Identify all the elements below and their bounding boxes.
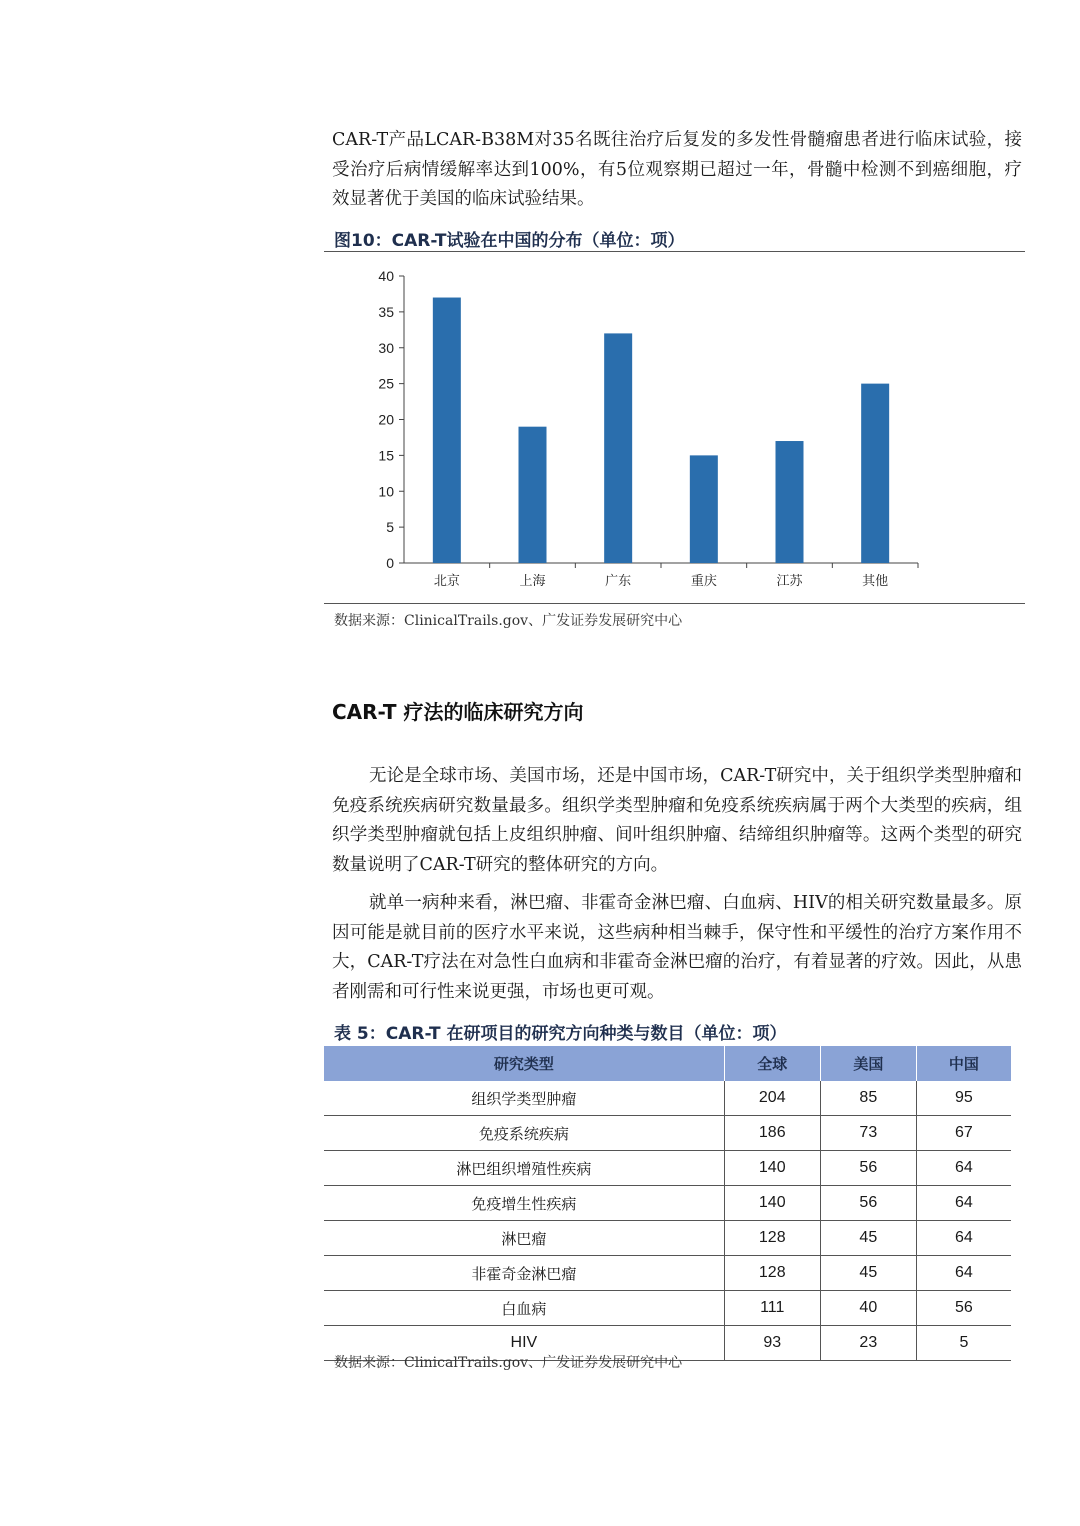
cell-type: 非霍奇金淋巴瘤 [324, 1256, 724, 1291]
cell-china: 64 [916, 1221, 1011, 1256]
x-tick-label: 上海 [519, 574, 546, 589]
body-paragraph-2: 就单一病种来看，淋巴瘤、非霍奇金淋巴瘤、白血病、HIV的相关研究数量最多。原因可能是就目前的医疗水平来说，这些病种相当棘手，保守性和平缓性的治疗方案作用不大，CAR-T疗法在对急性白血病和非霍奇金淋巴瘤的治疗，有着显著的疗效。因此，从患者刚需和可行性来说更强，市场也更可观。 [332, 893, 1022, 1002]
cell-type: HIV [324, 1326, 724, 1361]
table-header-row [324, 1046, 1011, 1081]
cell-global: 128 [724, 1221, 820, 1256]
cell-global: 111 [724, 1291, 820, 1326]
bar [690, 455, 718, 563]
y-tick-label: 35 [378, 303, 394, 320]
y-tick-label: 40 [378, 268, 394, 284]
y-tick-label: 25 [378, 375, 394, 392]
cell-china: 67 [916, 1116, 1011, 1151]
cell-us: 85 [820, 1081, 916, 1116]
intro-paragraph: CAR-T产品LCAR-B38M对35名既往治疗后复发的多发性骨髓瘤患者进行临床试验，接受治疗后病情缓解率达到100%，有5位观察期已超过一年，骨髓中检测不到癌细胞，疗效显著优于美国的临床试验结果。 [332, 130, 1022, 209]
table-row [324, 1081, 1011, 1116]
table-row [324, 1116, 1011, 1151]
cell-type: 淋巴瘤 [324, 1221, 724, 1256]
table-row [324, 1186, 1011, 1221]
figure-bottom-rule [324, 603, 1025, 604]
cell-type: 组织学类型肿瘤 [324, 1081, 724, 1116]
research-direction-table [324, 1046, 1011, 1361]
cell-us: 45 [820, 1256, 916, 1291]
y-tick-label: 0 [386, 555, 394, 571]
x-tick-label: 北京 [433, 574, 460, 589]
table-row [324, 1151, 1011, 1186]
x-tick-label: 重庆 [690, 574, 717, 589]
cell-type: 免疫系统疾病 [324, 1116, 724, 1151]
table-source: 数据来源：ClinicalTrails.gov、广发证券发展研究中心 [334, 1355, 683, 1371]
cell-us: 23 [820, 1326, 916, 1361]
cell-china: 64 [916, 1256, 1011, 1291]
bar [861, 384, 889, 563]
cell-us: 45 [820, 1221, 916, 1256]
header-type: 研究类型 [324, 1046, 724, 1081]
cell-china: 5 [916, 1326, 1011, 1361]
body-paragraph-1: 无论是全球市场、美国市场，还是中国市场，CAR-T研究中，关于组织学类型肿瘤和免疫系统疾病研究数量最多。组织学类型肿瘤和免疫系统疾病属于两个大类型的疾病，组织学类型肿瘤就包括上皮组织肿瘤、间叶组织肿瘤、结缔组织肿瘤等。这两个类型的研究数量说明了CAR-T研究的整体研究的方向。 [332, 766, 1022, 875]
x-tick-label: 其他 [862, 574, 889, 589]
table-caption: 表 5：CAR-T 在研项目的研究方向种类与数目（单位：项） [334, 1024, 787, 1044]
bar [776, 441, 804, 563]
y-tick-label: 5 [386, 519, 394, 536]
figure-source: 数据来源：ClinicalTrails.gov、广发证券发展研究中心 [334, 613, 683, 629]
cell-us: 73 [820, 1116, 916, 1151]
cell-us: 56 [820, 1186, 916, 1221]
bar [519, 427, 547, 563]
table-row [324, 1291, 1011, 1326]
cell-type: 免疫增生性疾病 [324, 1186, 724, 1221]
header-global: 全球 [724, 1046, 820, 1081]
cell-china: 64 [916, 1186, 1011, 1221]
y-tick-label: 15 [378, 447, 394, 464]
cell-global: 93 [724, 1326, 820, 1361]
cell-global: 204 [724, 1081, 820, 1116]
bar-chart [324, 256, 1024, 596]
figure-caption: 图10：CAR-T试验在中国的分布（单位：项） [334, 231, 685, 251]
cell-us: 56 [820, 1151, 916, 1186]
x-tick-label: 江苏 [776, 574, 803, 589]
y-tick-label: 30 [378, 339, 394, 356]
y-tick-label: 20 [378, 411, 394, 428]
cell-china: 64 [916, 1151, 1011, 1186]
table-row [324, 1256, 1011, 1291]
cell-global: 128 [724, 1256, 820, 1291]
bar [604, 333, 632, 563]
x-tick-label: 广东 [605, 574, 632, 589]
cell-us: 40 [820, 1291, 916, 1326]
table-row [324, 1221, 1011, 1256]
section-heading: CAR-T 疗法的临床研究方向 [332, 700, 584, 724]
cell-global: 186 [724, 1116, 820, 1151]
figure-top-rule [324, 251, 1025, 252]
bar [433, 298, 461, 563]
cell-type: 淋巴组织增殖性疾病 [324, 1151, 724, 1186]
cell-global: 140 [724, 1151, 820, 1186]
cell-type: 白血病 [324, 1291, 724, 1326]
y-tick-label: 10 [378, 483, 394, 500]
header-us: 美国 [820, 1046, 916, 1081]
header-china: 中国 [916, 1046, 1011, 1081]
cell-china: 95 [916, 1081, 1011, 1116]
cell-china: 56 [916, 1291, 1011, 1326]
cell-global: 140 [724, 1186, 820, 1221]
